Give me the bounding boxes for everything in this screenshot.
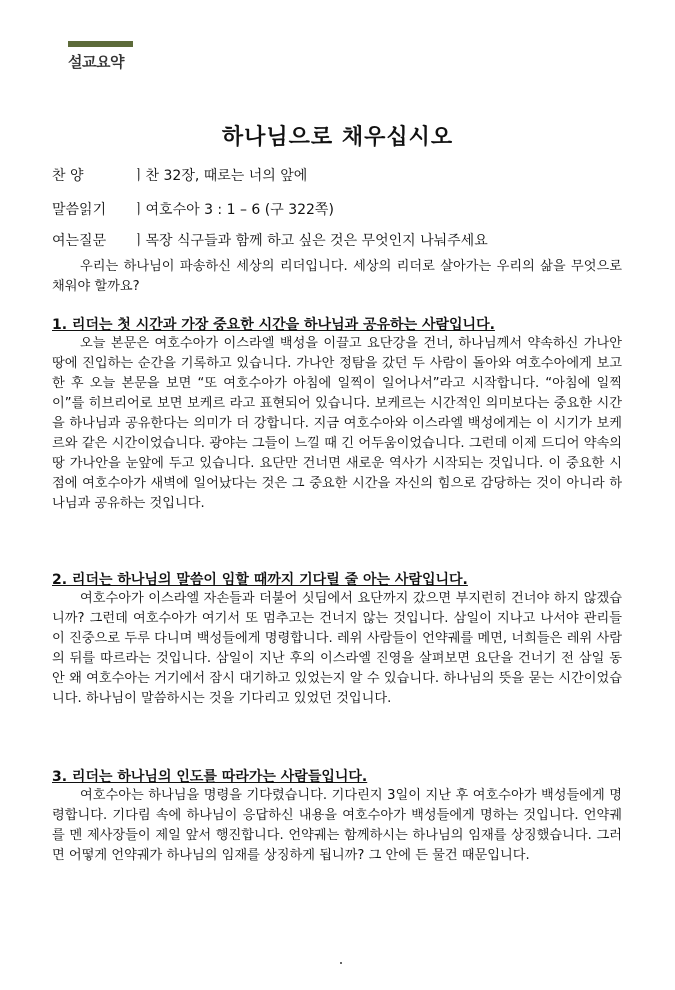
info-question bbox=[52, 230, 488, 250]
info-hymn bbox=[52, 165, 307, 185]
reading-value: ㅣ여호수아 3 : 1 – 6 (구 322쪽) bbox=[132, 202, 334, 218]
section-3-text: 여호수아는 하나님을 명령을 기다렸습니다. 기다린지 3일이 지난 후 여호수아가 백성들에게 명령합니다. 기다림 속에 하나님이 응답하신 내용을 여호수아가 백성들에게 명하는 것입니다. 언약궤를 멘 제사장들이 제일 앞서 행진합니다. 언약궤는 함께하시는 하나님의 임재를 상징했습니다. 그러면 어떻게 언약궤가 하나님의 임재를 상징하게 됩니까? 그 안에 든 물건 때문입니다. bbox=[52, 788, 622, 863]
intro-text: 우리는 하나님이 파송하신 세상의 리더입니다. 세상의 리더로 살아가는 우리의 삶을 무엇으로 채워야 할까요? bbox=[52, 259, 622, 294]
hymn-key: 찬 양 bbox=[52, 168, 84, 184]
section-3-heading: 3. 리더는 하나님의 인도를 따라가는 사람들입니다. bbox=[52, 769, 368, 785]
section-3-body bbox=[52, 786, 622, 866]
section-2-text: 여호수아가 이스라엘 자손들과 더불어 싯딤에서 요단까지 갔으면 부지런히 건너야 하지 않겠습니까? 그런데 여호수아가 여기서 또 멈추고는 건너지 않는 것입니다. 삼일이 지나고 나서야 관리들이 진중으로 두루 다니며 백성들에게 명령합니다. 레위 사람들이 언약궤를 메면, 너희들은 레위 사람의 뒤를 따르라는 것입니다. 삼일이 지난 후의 이스라엘 진영을 살펴보면 요단을 건너기 전 삼일 동안 왜 여호수아는 거기에서 잠시 대기하고 있었는지 알 수 있습니다. 하나님의 뜻을 묻는 시간이었습니다. 하나님이 말씀하시는 것을 기다리고 있었던 것입니다. bbox=[52, 591, 622, 706]
section-1-text: 오늘 본문은 여호수아가 이스라엘 백성을 이끌고 요단강을 건너, 하나님께서 약속하신 가나안 땅에 진입하는 순간을 기록하고 있습니다. 가나안 정탐을 갔던 두 사람이 돌아와 여호수아에게 보고 한 후 오늘 본문을 보면 “또 여호수아가 아침에 일찍이 일어나서”라고 시작합니다. “아침에 일찍이”를 히브리어로 보면 보케르 라고 표현되어 있습니다. 보케르는 시간적인 의미보다는 중요한 시간을 하나님과 공유한다는 의미가 더 강합니다. 지금 여호수아와 이스라엘 백성에게는 이 시기가 보케르와 같은 시간이었습니다. 광야는 그들이 느낄 때 긴 어두움이었습니다. 그런데 이제 드디어 약속의 땅 가나안을 눈앞에 두고 있습니다. 요단만 건너면 새로운 역사가 시작되는 것입니다. 이 중요한 시점에 여호수아가 새벽에 일어났다는 것은 그 중요한 시간을 자신의 힘으로 감당하는 것이 아니라 하나님과 공유하는 것입니다. bbox=[52, 336, 622, 511]
reading-key: 말씀읽기 bbox=[52, 202, 107, 218]
section-1-heading: 1. 리더는 첫 시간과 가장 중요한 시간을 하나님과 공유하는 사람입니다. bbox=[52, 317, 495, 333]
section-1-body bbox=[52, 334, 622, 514]
page-dot bbox=[340, 962, 342, 964]
header-bar bbox=[68, 41, 133, 47]
question-key: 여는질문 bbox=[52, 233, 107, 249]
info-reading bbox=[52, 199, 334, 219]
hymn-value: ㅣ찬 32장, 때로는 너의 앞에 bbox=[132, 168, 308, 184]
page-title: 하나님으로 채우십시오 bbox=[221, 125, 454, 150]
section-2-body bbox=[52, 589, 622, 709]
section-2-heading: 2. 리더는 하나님의 말씀이 임할 때까지 기다릴 줄 아는 사람입니다. bbox=[52, 572, 468, 588]
intro-paragraph bbox=[52, 257, 622, 297]
question-value: ㅣ목장 식구들과 함께 하고 싶은 것은 무엇인지 나눠주세요 bbox=[132, 233, 488, 249]
header-label: 설교요약 bbox=[68, 53, 124, 71]
